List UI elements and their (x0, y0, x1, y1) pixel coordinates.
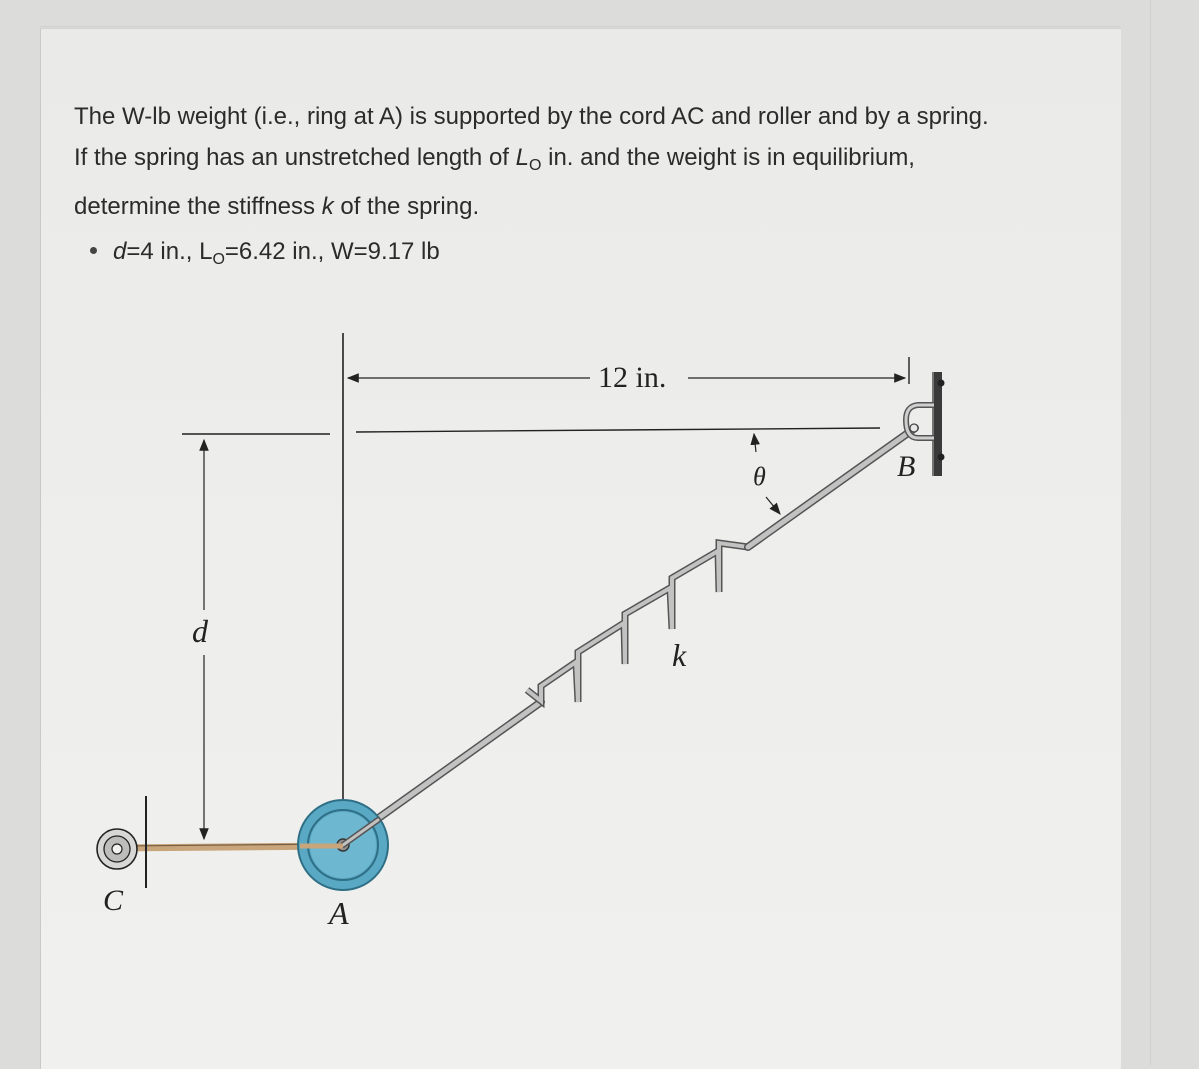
given-L-value: =6.42 in., W=9.17 lb (224, 238, 440, 265)
given-L-symbol: L (199, 238, 213, 265)
horizontal-line-B-right (356, 428, 880, 432)
given-d-symbol: d (113, 238, 127, 265)
spring-k (527, 543, 748, 702)
given-L-subscript: O (212, 251, 225, 268)
roller-C-pin (112, 844, 122, 854)
bracket-B-fill (906, 405, 934, 438)
problem-line-2-tail: in. and the weight is in equilibrium, (541, 144, 915, 171)
point-B-label: B (897, 450, 916, 483)
point-A-label: A (329, 895, 349, 931)
wall-B-bolt-bottom (938, 454, 945, 461)
theta-arrow-upper (754, 434, 756, 452)
problem-line-2-text: If the spring has an unstretched length of (74, 144, 516, 171)
symbol-L-subscript: O (528, 157, 542, 174)
given-d-value: =4 in., (126, 238, 200, 265)
problem-line-3-text: determine the stiffness (74, 193, 322, 220)
spring-k-fill (527, 543, 748, 702)
spring-k-label: k (672, 637, 687, 673)
dimension-12in-label: 12 in. (598, 361, 667, 394)
dimension-d-label: d (192, 613, 208, 649)
problem-line-3-tail: of the spring. (333, 193, 480, 220)
symbol-k: k (321, 193, 334, 220)
point-C-label: C (103, 884, 124, 917)
wall-B-bolt-top (938, 380, 945, 387)
symbol-L: L (515, 144, 529, 171)
theta-arrow-lower (766, 497, 780, 514)
pin-B (910, 424, 918, 432)
theta-label: θ (753, 462, 766, 491)
problem-line-1: The W-lb weight (i.e., ring at A) is supported by the cord AC and roller and by a spring. (74, 103, 989, 130)
rod-spring-to-B-fill (748, 428, 915, 547)
